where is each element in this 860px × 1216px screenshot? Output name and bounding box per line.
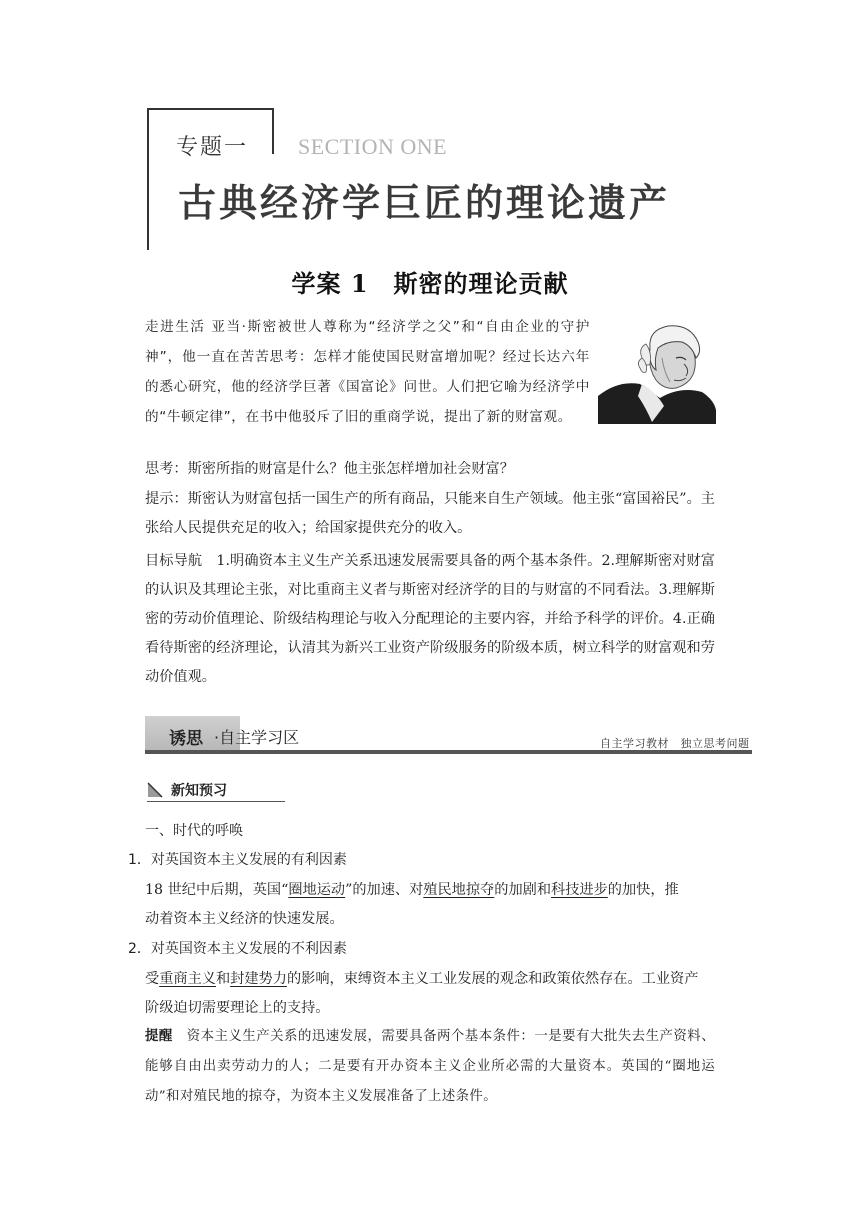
item1-keyword-1: 圈地运动 [288, 882, 346, 898]
item1-keyword-3: 科技进步 [551, 882, 608, 898]
intro-label: 走进生活 [145, 319, 206, 335]
item2-text-a: 受 [145, 971, 160, 987]
header-frame-tick [272, 108, 274, 154]
section-subtitle: ·自主学习区 [214, 728, 300, 747]
header-frame-left [147, 108, 149, 250]
header-frame-top [147, 108, 273, 110]
item2-text-b: 和 [215, 971, 231, 987]
section-title: 诱思 [169, 729, 203, 749]
reminder-text: 资本主义生产关系的迅速发展，需要具备两个基本条件：一是要有大批失去生产资料、能够自由出卖劳动力的人；二是要有开办资本主义企业所必需的大量资本。英国的“圈地运动”和对殖民地的掠夺，为资本主义发展准备了上述条件。 [145, 1029, 715, 1104]
adam-smith-portrait [598, 318, 716, 424]
item1-text-a: 18 世纪中后期，英国“ [145, 882, 289, 898]
subheader-title: 新知预习 [171, 783, 227, 799]
item1-keyword-2: 殖民地掠夺 [423, 882, 495, 898]
item2-keyword-2: 封建势力 [230, 971, 287, 987]
item1-text-b: ”的加速、对 [345, 882, 424, 898]
lesson-title: 学案 1 斯密的理论贡献 [291, 269, 569, 298]
item2-title: 2．对英国资本主义发展的不利因素 [128, 941, 347, 957]
item1-title: 1．对英国资本主义发展的有利因素 [128, 852, 347, 868]
goals-paragraph: 目标导航 1.明确资本主义生产关系迅速发展需要具备的两个基本条件。2.理解斯密对财富的认识及其理论主张，对比重商主义者与斯密对经济学的目的与财富的不同看法。3.理解斯密的劳动价值理论、阶级结构理论与收入分配理论的主要内容，并给予科学的评价。4.正确看待斯密的经济理论，认清其为新兴工业资产阶级服务的阶级本质，树立科学的财富观和劳动价值观。 [145, 553, 715, 685]
item2-text-c: 的影响，束缚资本主义工业发展的观念和政策依然存在。工业资产 [286, 971, 699, 987]
think-question: 思考：斯密所指的财富是什么？他主张怎样增加社会财富？ [145, 461, 514, 477]
reminder-paragraph [145, 1022, 715, 1112]
item2-line1 [145, 968, 698, 988]
topic-title: 古典经济学巨匠的理论遗产 [178, 181, 671, 225]
topic-label: 专题一 [176, 135, 249, 160]
section-right-note: 自主学习教材 独立思考问题 [600, 737, 750, 750]
item1-text-c: 的加剧和 [494, 882, 552, 898]
subheader-rule [147, 801, 285, 802]
section-label-en: SECTION ONE [298, 134, 448, 159]
intro-text: 亚当·斯密被世人尊称为“经济学之父”和“自由企业的守护神”，他一直在苦苦思考：怎样才能使国民财富增加呢？经过长达六年的悉心研究，他的经济学巨著《国富论》问世。人们把它喻为经济学中的“牛顿定律”，在书中他驳斥了旧的重商学说，提出了新的财富观。 [145, 319, 590, 425]
hint-paragraph: 提示：斯密认为财富包括一国生产的所有商品，只能来自生产领域。他主张“富国裕民”。主张给人民提供充足的收入；给国家提供充分的收入。 [145, 491, 715, 536]
reminder-label: 提醒 [145, 1029, 173, 1044]
item1-line1 [145, 879, 679, 899]
corner-triangle-icon [147, 782, 163, 798]
item1-text-d: 的加快，推 [607, 882, 679, 898]
intro-paragraph [145, 312, 590, 432]
part-heading: 一、时代的呼唤 [145, 823, 243, 839]
item1-line2: 动着资本主义经济的快速发展。 [145, 911, 344, 927]
item2-line2: 阶级迫切需要理论上的支持。 [145, 1000, 330, 1016]
item2-keyword-1: 重商主义 [159, 971, 216, 987]
